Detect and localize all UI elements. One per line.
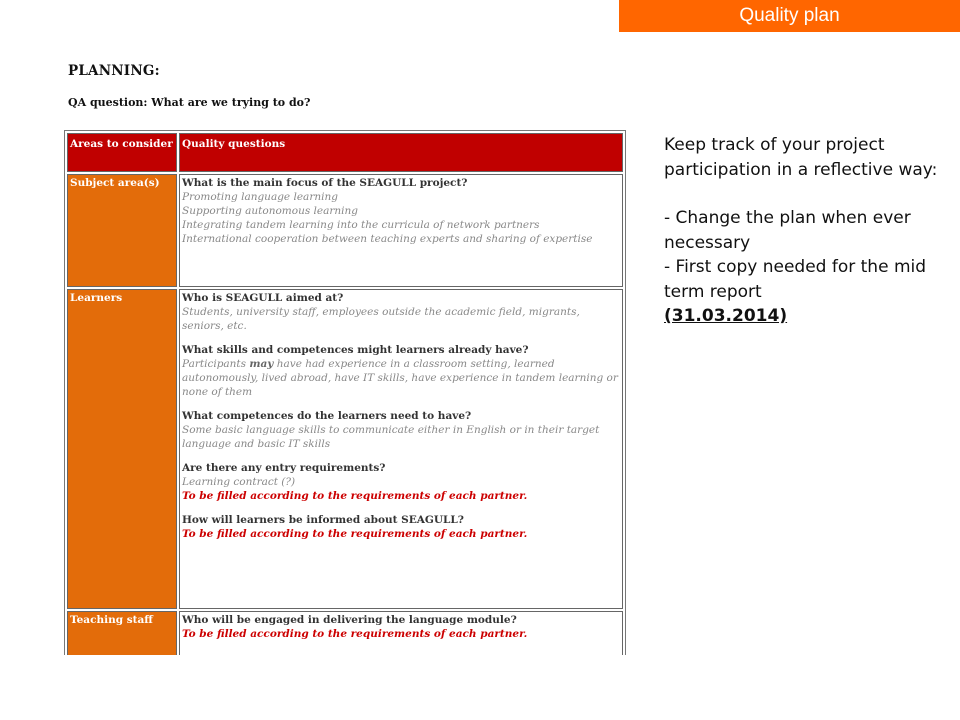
slide-title: Quality plan xyxy=(619,0,960,32)
question-block xyxy=(182,513,620,541)
question-text: Who is SEAGULL aimed at? xyxy=(182,292,344,304)
requirement-note: To be filled according to the requirements of each partner. xyxy=(182,528,528,540)
notes-intro: Keep track of your project participation in a reflective way: xyxy=(664,135,938,180)
planning-document xyxy=(60,55,630,655)
question-text: What is the main focus of the SEAGULL project? xyxy=(182,177,468,189)
notes-text xyxy=(664,133,946,329)
area-cell: Learners xyxy=(67,289,177,609)
answer-prefix: Participants xyxy=(182,358,250,370)
questions-cell xyxy=(179,611,623,655)
table-row xyxy=(67,289,623,609)
answer-text: Promoting language learning Supporting autonomous learning Integrating tandem learning into the curricula of network partners International cooperation between teaching experts and sharing of expertise xyxy=(182,191,593,245)
question-block xyxy=(182,409,620,451)
notes-bullet-copy: - First copy needed for the mid term report xyxy=(664,257,927,302)
col-header-questions: Quality questions xyxy=(179,133,623,172)
questions-cell xyxy=(179,289,623,609)
answer-text xyxy=(182,357,620,399)
question-block xyxy=(182,291,620,333)
questions-cell xyxy=(179,174,623,287)
table-row xyxy=(67,174,623,287)
question-text: What skills and competences might learners already have? xyxy=(182,344,529,356)
question-text: Who will be engaged in delivering the language module? xyxy=(182,614,517,626)
area-cell: Subject area(s) xyxy=(67,174,177,287)
deadline-date: (31.03.2014) xyxy=(664,306,788,326)
table-row xyxy=(67,611,623,655)
question-block xyxy=(182,343,620,399)
answer-text: Learning contract (?) xyxy=(182,476,296,488)
col-header-areas: Areas to consider xyxy=(67,133,177,172)
notes-bullet-change: - Change the plan when ever necessary xyxy=(664,208,911,253)
question-text: What competences do the learners need to have? xyxy=(182,410,472,422)
document-heading: PLANNING: xyxy=(68,63,160,79)
question-text: Are there any entry requirements? xyxy=(182,462,386,474)
quality-table xyxy=(64,130,626,655)
requirement-note: To be filled according to the requirements of each partner. xyxy=(182,628,528,640)
question-text: How will learners be informed about SEAGULL? xyxy=(182,514,464,526)
answer-suffix: have had experience in a classroom setting, learned autonomously, lived abroad, have IT skills, have experience in tandem learning or none of them xyxy=(182,358,618,398)
requirement-note: To be filled according to the requirements of each partner. xyxy=(182,490,528,502)
document-subheading: QA question: What are we trying to do? xyxy=(68,96,311,109)
table-header-row xyxy=(67,133,623,172)
answer-text: Students, university staff, employees outside the academic field, migrants, seniors, etc. xyxy=(182,306,580,332)
answer-text: Some basic language skills to communicate either in English or in their target language and basic IT skills xyxy=(182,424,600,450)
area-cell: Teaching staff xyxy=(67,611,177,655)
answer-emphasis: may xyxy=(249,358,274,370)
question-block xyxy=(182,461,620,503)
